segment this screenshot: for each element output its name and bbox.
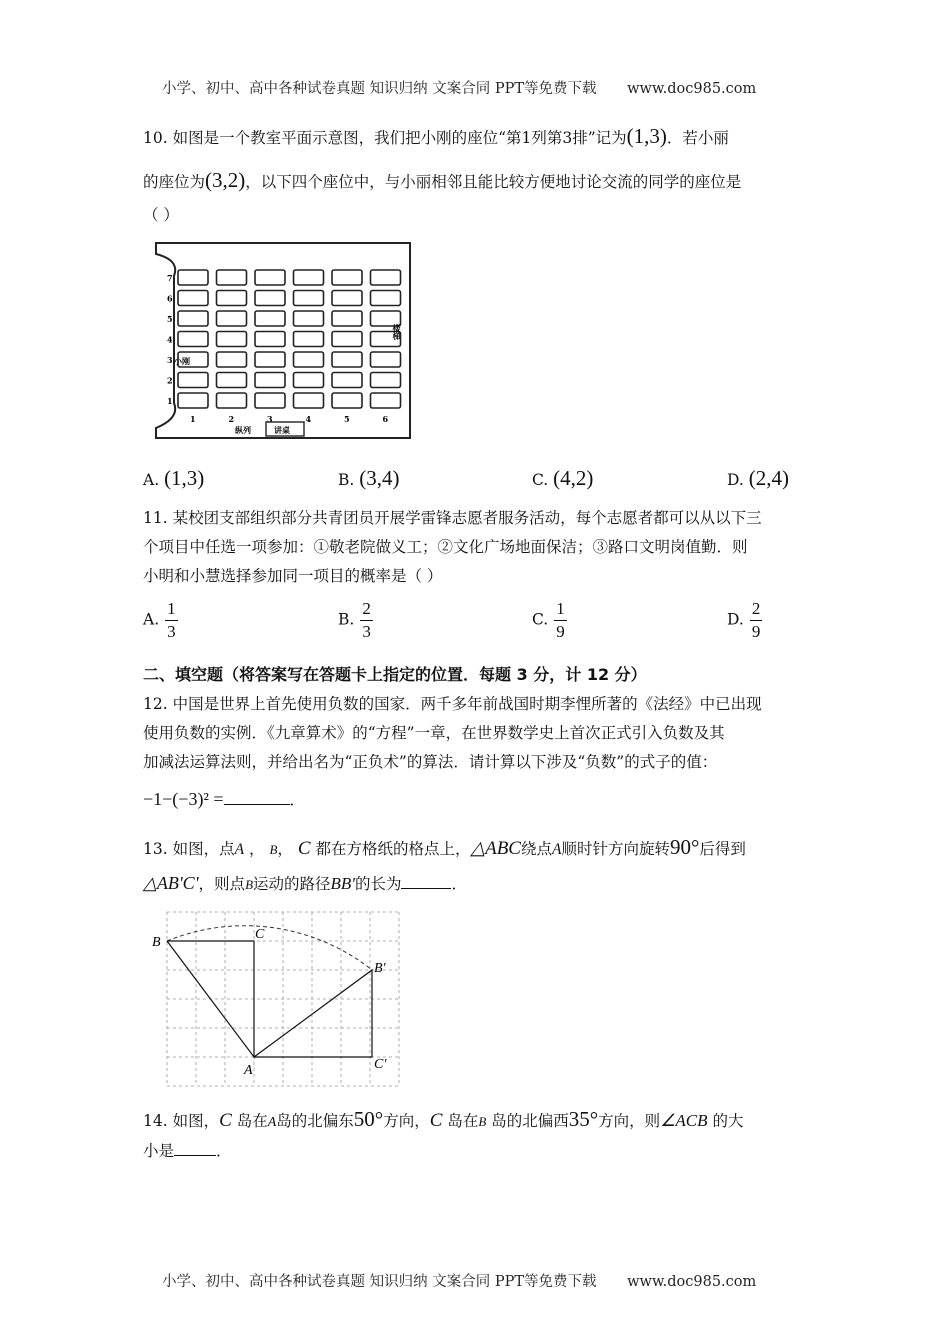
seat-grid [178,270,401,408]
seat-c4-r6 [294,291,324,306]
q10-answer-paren: （ ） [143,206,179,224]
seat-c2-r5 [217,311,247,326]
col-label-2: 2 [228,414,235,424]
col-label-5: 5 [344,414,350,424]
q11-option-c[interactable]: C. $\frac{1}{9}$ [532,599,565,641]
q13-grid-lines [167,912,399,1086]
q12-expression: −1−(−3)² = [143,789,224,809]
seat-c6-r7 [371,270,401,285]
seat-c3-r4 [255,332,285,347]
seat-c5-r4 [332,332,362,347]
q12-line2: 使用负数的实例．《九章算术》的“方程”一章，在世界数学史上首次正式引入负数及其 [143,724,725,742]
seat-c6-r6 [371,291,401,306]
q12-answer-blank[interactable] [224,804,290,805]
seat-c6-r1 [371,393,401,408]
q10-option-a[interactable]: A. (1,3) [143,466,205,490]
col-label-4: 4 [305,414,312,424]
classroom-diagram [150,238,416,443]
triangle-ab2c2 [254,970,372,1057]
point-b-prime-label: B′ [374,961,386,976]
col-label-1: 1 [190,414,196,424]
seat-c2-r4 [217,332,247,347]
q14-line1: 14. 如图，C 岛在A岛的北偏东50°方向，C 岛在B 岛的北偏西35°方向，则∠ACB 的大 [143,1107,744,1131]
page-footer [162,1270,756,1291]
col-label-3: 3 [267,414,273,424]
seat-c4-r5 [294,311,324,326]
seat-c5-r2 [332,373,362,388]
q14-line2: 小是 ． [143,1142,232,1160]
seat-c1-r5 [178,311,208,326]
seat-c1-r1 [178,393,208,408]
seat-c2-r6 [217,291,247,306]
point-a-label: A [244,1063,253,1078]
seat-c2-r3 [217,352,247,367]
podium-label: 讲桌 [274,425,290,435]
stairs-label: 楼梯 [392,324,402,340]
page-header [162,77,756,98]
q13-grid-figure [150,908,400,1092]
q11-line2: 个项目中任选一项参加：①敬老院做义工；②文化广场地面保洁；③路口文明岗值勤．则 [143,538,748,556]
seat-c5-r6 [332,291,362,306]
q11-line1: 11. 某校团支部组织部分共青团员开展学雷锋志愿者服务活动，每个志愿者都可以从以下三 [143,509,762,527]
q13-answer-blank[interactable] [401,888,451,889]
seat-c6-r3 [371,352,401,367]
row-label-4: 4 [167,334,173,345]
point-b-label: B [152,935,161,950]
row-label-7: 7 [167,273,173,283]
q10-line1: 10. 如图是一个教室平面示意图，我们把小刚的座位“第1列第3排”记为(1,3)．若小丽 [143,124,729,148]
seat-c3-r3 [255,352,285,367]
q14-answer-blank[interactable] [174,1155,216,1156]
point-c-prime-label: C′ [374,1057,387,1072]
row-label-1: 1 [167,396,173,406]
q11-line3: 小明和小慧选择参加同一项目的概率是（ ） [143,567,443,585]
seat-c2-r1 [217,393,247,408]
seat-c5-r3 [332,352,362,367]
seat-c4-r7 [294,270,324,285]
seat-c4-r3 [294,352,324,367]
section-2-heading: 二、填空题（将答案写在答题卡上指定的位置．每题 3 分，计 12 分） [143,665,647,684]
row-label-2: 2 [167,375,173,386]
seat-c3-r5 [255,311,285,326]
seat-c1-r2 [178,373,208,388]
q10-line2: 的座位为(3,2)，以下四个座位中，与小丽相邻且能比较方便地讨论交流的同学的座位是 [143,168,742,192]
row-label-5: 5 [167,314,173,324]
seat-c5-r1 [332,393,362,408]
header-text: 小学、初中、高中各种试卷真题 知识归纳 文案合同 PPT等免费下载 [162,81,597,97]
q11-option-d[interactable]: D. $\frac{2}{9}$ [727,599,761,641]
q10-option-c[interactable]: C. (4,2) [532,466,594,490]
q12-line1: 12. 中国是世界上首先使用负数的国家．两千多年前战国时期李悝所著的《法经》中已出现 [143,695,762,713]
q10-coord-xiaoli: (3,2) [205,168,246,192]
seat-c6-r2 [371,373,401,388]
row-labels [167,273,173,406]
q13-line2: △AB'C'，则点B运动的路径BB'的长为 ． [143,873,467,893]
row-label-3: 3 [167,355,173,365]
seat-c4-r1 [294,393,324,408]
seat-c1-r6 [178,291,208,306]
q11-option-a[interactable]: A. $\frac{1}{3}$ [143,599,176,641]
q10-option-b[interactable]: B. (3,4) [338,466,400,490]
q11-option-b[interactable]: B. $\frac{2}{3}$ [338,599,371,641]
col-label-6: 6 [382,414,389,424]
header-url[interactable]: www.doc985.com [627,81,757,97]
row-label-6: 6 [167,293,173,304]
aisle-label: 纵列 [235,425,251,435]
q12-expression-line: −1−(−3)² = ． [143,789,306,809]
seat-c2-r2 [217,373,247,388]
seat-c1-r4 [178,332,208,347]
seat-c3-r1 [255,393,285,408]
q12-line3: 加减法运算法则，并给出名为“正负术”的算法．请计算以下涉及“负数”的式子的值： [143,753,718,771]
xiaogang-seat-label: 小刚 [174,356,190,366]
seat-c1-r7 [178,270,208,285]
seat-c3-r6 [255,291,285,306]
seat-c4-r2 [294,373,324,388]
q13-line1: 13. 如图，点A ， B， C 都在方格纸的格点上，△ABC绕点A顺时针方向旋转90°后得到 [143,835,746,859]
point-c-label: C [255,927,265,942]
footer-url[interactable]: www.doc985.com [627,1274,757,1290]
seat-c2-r7 [217,270,247,285]
seat-c4-r4 [294,332,324,347]
q10-option-d[interactable]: D. (2,4) [727,466,789,490]
seat-c5-r7 [332,270,362,285]
q10-coord-xiaogang: (1,3) [626,124,667,148]
seat-c3-r2 [255,373,285,388]
seat-c5-r5 [332,311,362,326]
seat-c3-r7 [255,270,285,285]
footer-text: 小学、初中、高中各种试卷真题 知识归纳 文案合同 PPT等免费下载 [162,1274,597,1290]
